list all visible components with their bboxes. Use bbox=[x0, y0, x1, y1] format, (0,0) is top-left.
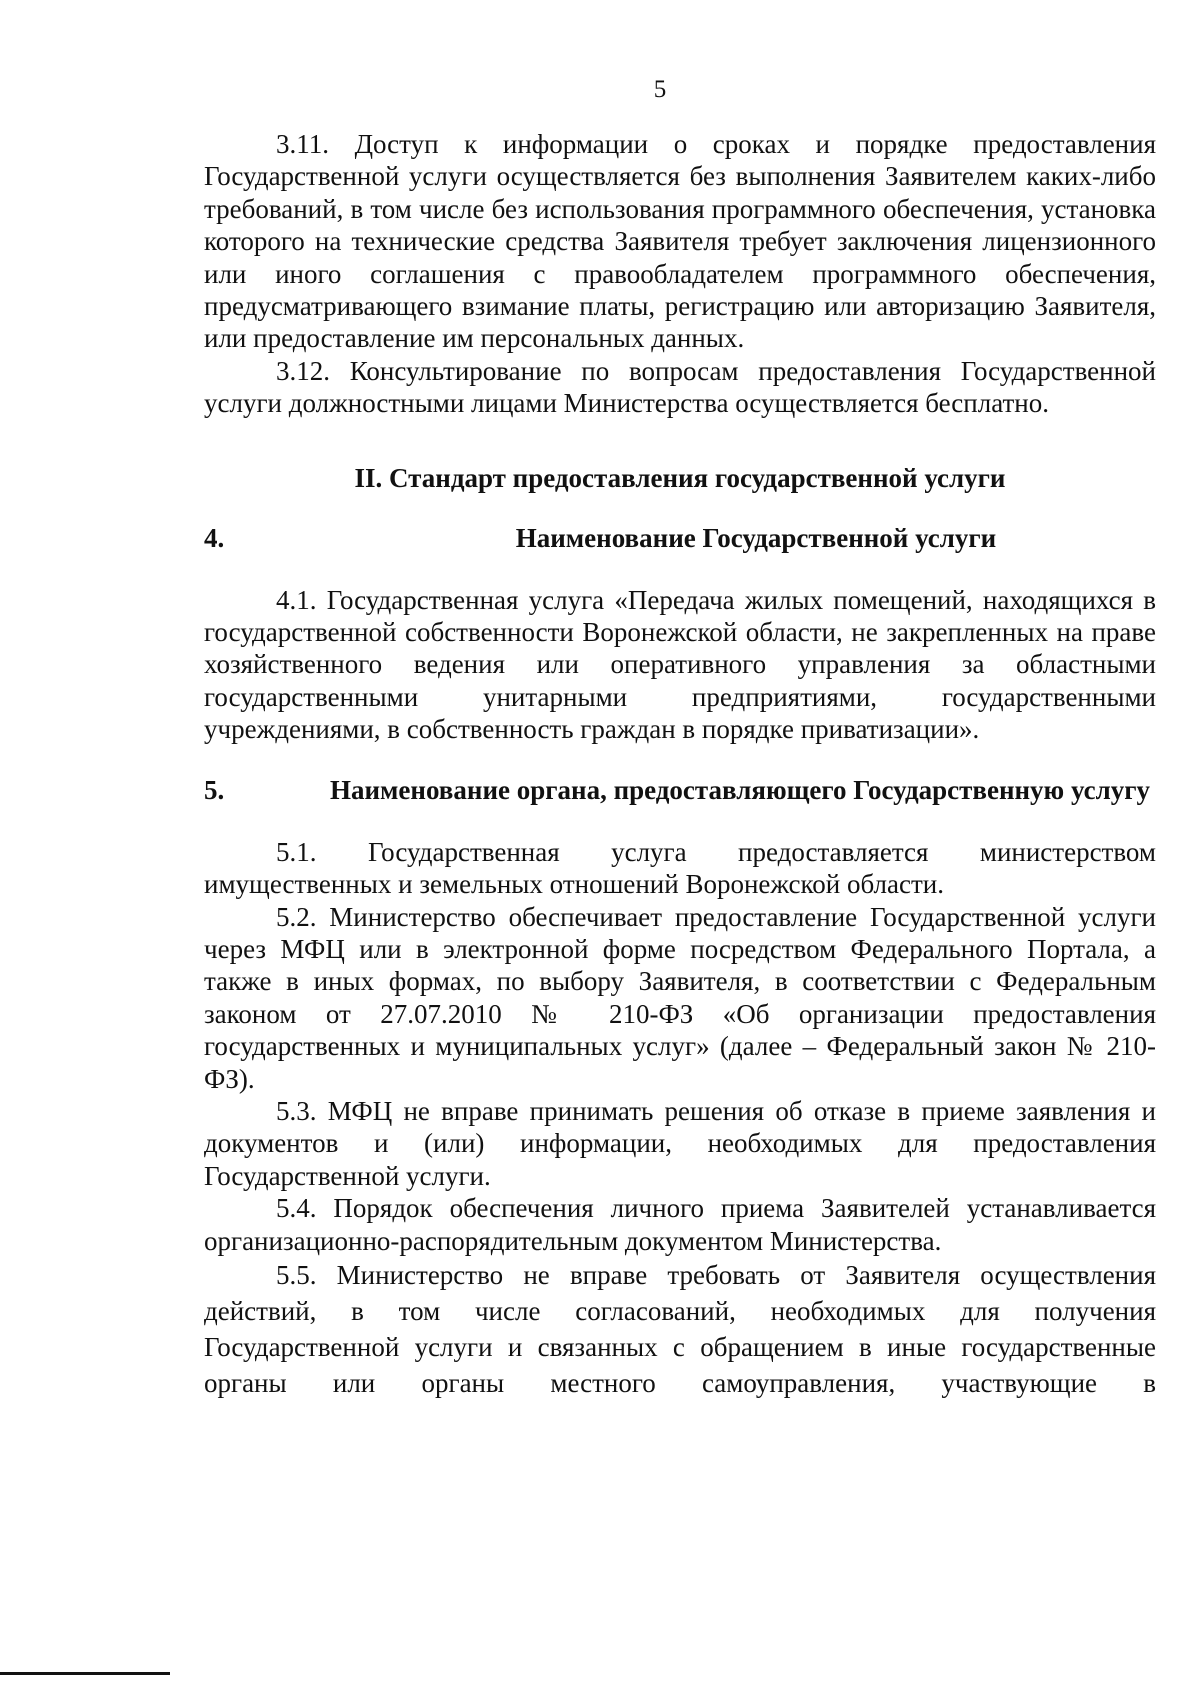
paragraph-3-12: 3.12. Консультирование по вопросам предоставления Государственной услуги должностными лицами Министерства осуществляется бесплатно. bbox=[204, 355, 1156, 419]
subsection-4-title: Наименование Государственной услуги bbox=[515, 522, 997, 553]
paragraph-5-5: 5.5. Министерство не вправе требовать от Заявителя осуществления действий, в том числе согласований, необходимых для получения Государственной услуги и связанных с обращением в иные государственные органы или органы местного самоуправления, участвующие в bbox=[204, 1259, 1156, 1398]
subsection-4-heading bbox=[204, 522, 1156, 554]
subsection-5-title: Наименование органа, предоставляющего Государственную услугу bbox=[329, 774, 1151, 805]
paragraph-5-4: 5.4. Порядок обеспечения личного приема Заявителей устанавливается организационно-распорядительным документом Министерства. bbox=[204, 1193, 1156, 1256]
paragraph-4-1: 4.1. Государственная услуга «Передача жилых помещений, находящихся в государственной собственности Воронежской области, не закрепленных на праве хозяйственного ведения или оперативного управления за областными государственными унитарными предприятиями, государственными учреждениями, в собственность граждан в порядке приватизации». bbox=[204, 584, 1156, 745]
footer-rule bbox=[0, 1672, 170, 1675]
subsection-4-number: 4. bbox=[204, 522, 225, 553]
paragraph-5-1: 5.1. Государственная услуга предоставляется министерством имущественных и земельных отношений Воронежской области. bbox=[204, 836, 1156, 900]
page-number: 5 bbox=[653, 76, 667, 103]
subsection-5-number: 5. bbox=[204, 774, 225, 805]
section-heading: II. Стандарт предоставления государственной услуги bbox=[354, 462, 1006, 493]
paragraph-5-2: 5.2. Министерство обеспечивает предоставление Государственной услуги через МФЦ или в электронной форме посредством Федерального Портала, а также в иных формах, по выбору Заявителя, в соответствии с Федеральным законом от 27.07.2010 № 210-ФЗ «Об организации предоставления государственных и муниципальных услуг» (далее – Федеральный закон № 210-ФЗ). bbox=[204, 901, 1156, 1094]
paragraph-3-11: 3.11. Доступ к информации о сроках и порядке предоставления Государственной услуги осуществляется без выполнения Заявителем каких-либо требований, в том числе без использования программного обеспечения, установка которого на технические средства Заявителя требует заключения лицензионного или иного соглашения с правообладателем программного обеспечения, предусматривающего взимание платы, регистрацию или авторизацию Заявителя, или предоставление им персональных данных. bbox=[204, 129, 1156, 354]
subsection-5-heading bbox=[204, 774, 1156, 806]
document-body bbox=[204, 128, 1156, 1401]
paragraph-5-3: 5.3. МФЦ не вправе принимать решения об отказе в приеме заявления и документов и (или) информации, необходимых для предоставления Государственной услуги. bbox=[204, 1095, 1156, 1191]
